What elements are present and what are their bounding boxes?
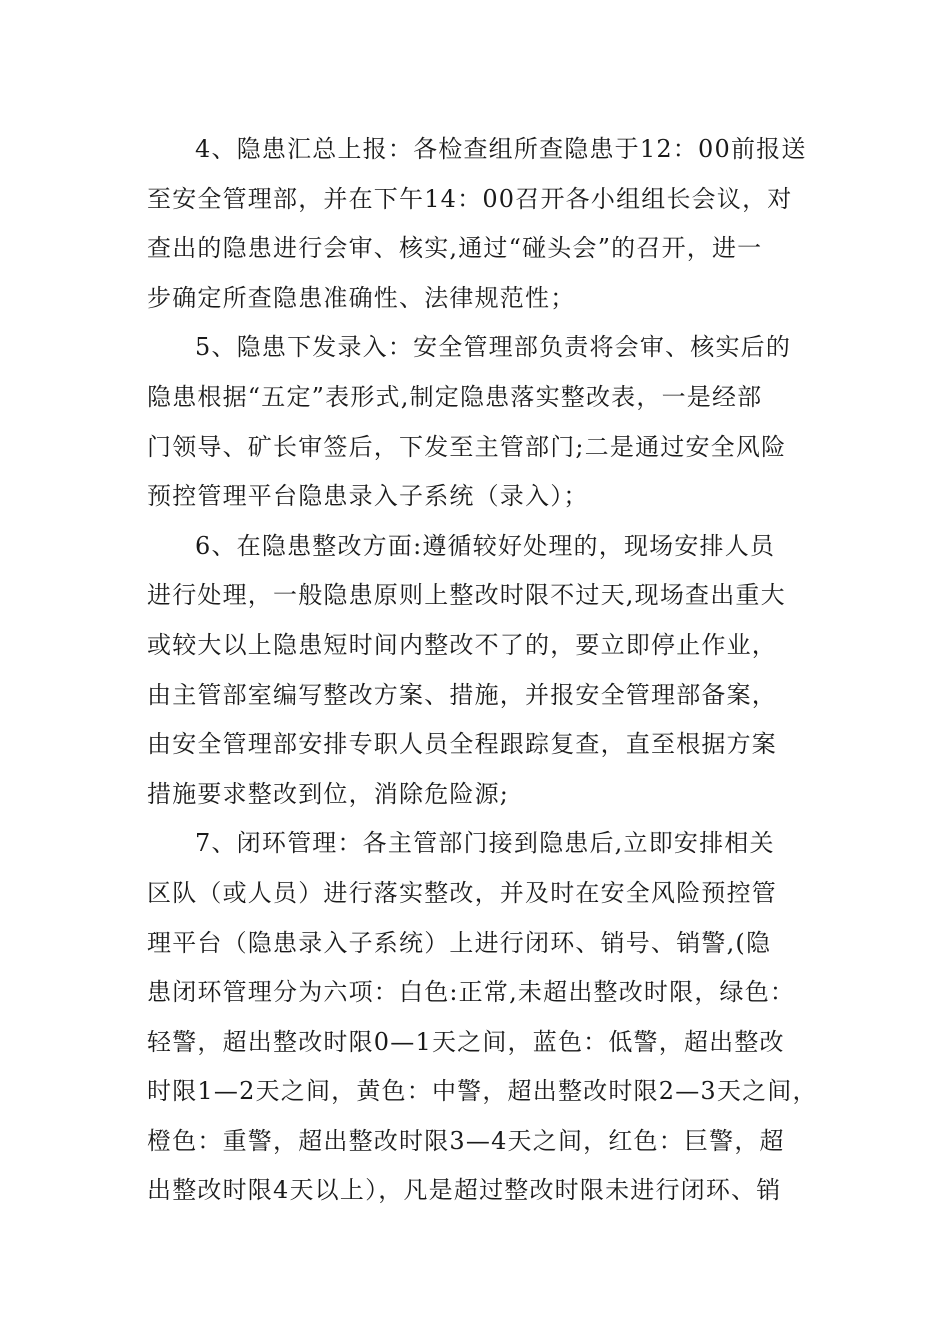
text-line: 7、闭环管理：各主管部门接到隐患后,立即安排相关 [195,829,775,858]
text-line: 步确定所查隐患准确性、法律规范性； [147,283,576,312]
text-line: 出整改时限4天以上），凡是超过整改时限未进行闭环、销 [147,1176,782,1205]
text-line: 理平台（隐患录入子系统）上进行闭环、销号、销警,(隐 [147,928,772,957]
text-line: 6、在隐患整改方面:遵循较好处理的，现场安排人员 [195,531,776,560]
text-line: 时限1—2天之间，黄色：中警，超出整改时限2—3天之间， [147,1077,818,1106]
text-line: 轻警，超出整改时限0—1天之间，蓝色：低警，超出整改 [147,1027,785,1056]
paragraph-7 [147,819,818,1216]
paragraph-6 [147,522,807,820]
text-line: 由主管部室编写整改方案、措施，并报安全管理部备案， [147,680,777,709]
paragraph-5 [147,323,807,521]
text-line: 隐患根据“五定”表形式,制定隐患落实整改表，一是经部 [147,382,763,411]
text-line: 至安全管理部，并在下午14：00召开各小组组长会议，对 [147,184,793,213]
text-line: 或较大以上隐患短时间内整改不了的，要立即停止作业， [147,630,777,659]
paragraph-4 [147,125,807,323]
document-body [147,125,818,1216]
text-line: 5、隐患下发录入：安全管理部负责将会审、核实后的 [195,333,792,362]
text-line: 预控管理平台隐患录入子系统（录入）； [147,482,589,511]
text-line: 4、隐患汇总上报：各检查组所查隐患于12：00前报送 [195,135,807,163]
text-line: 橙色：重警，超出整改时限3—4天之间，红色：巨警，超 [147,1126,785,1155]
text-line: 门领导、矿长审签后，下发至主管部门;二是通过安全风险 [147,432,787,461]
text-line: 由安全管理部安排专职人员全程跟踪复查，直至根据方案 [147,730,777,759]
text-line: 进行处理，一般隐患原则上整改时限不过天,现场查出重大 [147,581,786,610]
text-line: 区队（或人员）进行落实整改，并及时在安全风险预控管 [147,878,777,907]
text-line: 查出的隐患进行会审、核实,通过“碰头会”的召开，进一 [147,234,763,263]
text-line: 患闭环管理分为六项：白色:正常,未超出整改时限，绿色： [147,978,796,1007]
text-line: 措施要求整改到位，消除危险源; [147,779,510,808]
